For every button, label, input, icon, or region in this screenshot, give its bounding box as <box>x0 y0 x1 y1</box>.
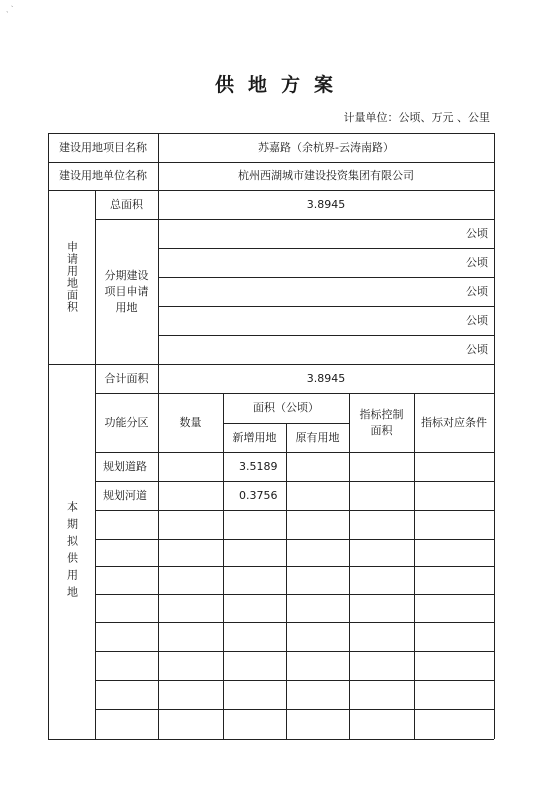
header-area: 面积（公顷） <box>253 401 319 414</box>
apply-area-section-label: 申请用地面积 <box>65 241 79 313</box>
table-rule-h <box>95 594 494 595</box>
table-rule-h <box>95 680 494 681</box>
current-supply-section-label: 本期拟供用地 <box>65 500 79 603</box>
table-row-new-land: 0.3756 <box>239 488 278 502</box>
phased-unit-cell: 公顷 <box>466 226 488 240</box>
phased-unit-cell: 公顷 <box>466 342 488 356</box>
table-rule-h <box>95 510 494 511</box>
header-zone: 功能分区 <box>104 415 149 429</box>
units-note: 计量单位：公顷、万元 、公里 <box>343 111 490 124</box>
sum-area-label: 合计面积 <box>104 371 149 385</box>
unit-name-label: 建设用地单位名称 <box>59 169 147 182</box>
document-title: 供地方案 <box>214 74 347 96</box>
table-rule-h <box>95 709 494 710</box>
corner-mark: ˎ ˋ <box>6 6 14 13</box>
phased-project-label: 分期建设项目申请用地 <box>104 268 149 314</box>
sum-area-value: 3.8945 <box>306 371 346 385</box>
table-rule-h <box>95 566 494 567</box>
table-rule-h <box>95 622 494 623</box>
table-rule-h <box>95 539 494 540</box>
table-row-new-land: 3.5189 <box>239 459 278 473</box>
header-index-area: 指标控制面积 <box>359 407 404 437</box>
phased-unit-cell: 公顷 <box>466 284 488 298</box>
table-rule-v <box>494 133 495 739</box>
project-name-value: 苏嘉路（余杭界-云涛南路） <box>258 140 394 154</box>
table-rule-h <box>95 651 494 652</box>
table-row-zone: 规划河道 <box>103 488 147 502</box>
phased-unit-cell: 公顷 <box>466 255 488 269</box>
header-existing-land: 原有用地 <box>295 430 340 444</box>
project-name-label: 建设用地项目名称 <box>59 140 147 154</box>
table-rule-v <box>286 423 287 739</box>
phased-unit-cell: 公顷 <box>466 313 488 327</box>
header-index-conditions: 指标对应条件 <box>421 415 487 429</box>
total-area-label: 总面积 <box>110 197 143 211</box>
header-new-land: 新增用地 <box>232 430 277 444</box>
total-area-value: 3.8945 <box>306 197 346 211</box>
header-quantity: 数量 <box>179 415 202 429</box>
table-rule-h <box>48 739 494 740</box>
table-row-zone: 规划道路 <box>103 459 147 473</box>
unit-name-value: 杭州西湖城市建设投资集团有限公司 <box>238 169 414 182</box>
